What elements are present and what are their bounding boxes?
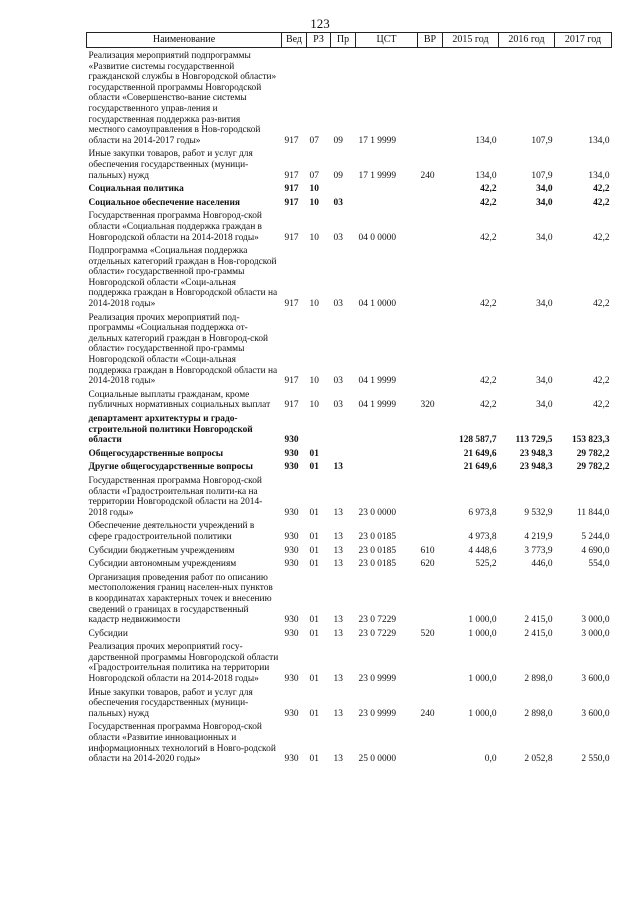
header-ved: Вед (282, 33, 307, 48)
row-vr (418, 243, 443, 310)
row-cst (356, 181, 418, 195)
row-value-2017: 5 244,0 (581, 531, 610, 542)
row-ved: 930 (284, 754, 299, 765)
row-pr: 03 (333, 197, 343, 208)
row-value-2015: 134,0 (475, 135, 497, 146)
row-rz: 01 (309, 708, 319, 719)
row-cst: 23 0 0185 (358, 545, 396, 556)
row-ved: 917 (284, 197, 299, 208)
row-rz: 01 (309, 559, 319, 570)
row-value-2015: 525,2 (475, 559, 497, 570)
row-name: Иные закупки товаров, работ и услуг для обеспечения государственных (муници-пальных) нужд (88, 687, 253, 719)
table-row (87, 195, 612, 209)
row-rz: 01 (309, 545, 319, 556)
row-name: Социальная политика (88, 184, 184, 195)
row-ved: 917 (284, 184, 299, 195)
row-rz: 10 (309, 400, 319, 411)
header-vr: ВР (418, 33, 443, 48)
row-rz: 10 (309, 232, 319, 243)
row-name: Обеспечение деятельности учреждений в сфере градостроительной политики (88, 521, 255, 542)
row-pr: 13 (333, 559, 343, 570)
row-value-2015: 128 587,7 (459, 435, 497, 446)
row-name: Общегосударственные вопросы (88, 448, 224, 459)
row-vr: 620 (420, 559, 435, 570)
row-name: Реализация мероприятий подпрограммы «Развитие системы государственной гражданской службы в Новгородской области» государственной программы Новгородской области «Совершенство-вание системы государственного управ-ления и государственная поддержка раз-вития местного самоуправления в Нов-городской области на 2014-2017 годы» (88, 51, 277, 146)
row-value-2015: 1 000,0 (468, 615, 497, 626)
row-rz: 10 (309, 376, 319, 387)
row-value-2016: 9 532,9 (524, 507, 553, 518)
row-value-2015: 6 973,8 (468, 507, 497, 518)
table-row (87, 181, 612, 195)
row-value-2017: 2 550,0 (581, 754, 610, 765)
row-ved: 930 (284, 462, 299, 473)
row-pr: 13 (333, 754, 343, 765)
row-value-2017: 3 000,0 (581, 615, 610, 626)
row-value-2015: 42,2 (480, 184, 497, 195)
row-value-2016: 23 948,3 (519, 448, 553, 459)
row-name: Государственная программа Новгород-ской области «Развитие инновационных и информационных технологий в Новго-родской области на 2014-2020 годы» (88, 722, 276, 765)
row-pr: 09 (333, 135, 343, 146)
table-row (87, 310, 612, 387)
row-rz: 01 (309, 507, 319, 518)
table-header-row (87, 33, 612, 48)
row-vr: 240 (420, 170, 435, 181)
table-row (87, 685, 612, 720)
row-pr: 13 (333, 531, 343, 542)
row-pr: 03 (333, 376, 343, 387)
row-name: Социальные выплаты гражданам, кроме публичных нормативных социальных выплат (88, 389, 271, 411)
row-value-2015: 1 000,0 (468, 628, 497, 639)
row-vr (418, 181, 443, 195)
row-vr: 240 (420, 708, 435, 719)
row-pr (331, 411, 356, 446)
row-value-2016: 2 415,0 (524, 628, 553, 639)
row-vr (418, 208, 443, 243)
row-value-2016: 2 415,0 (524, 615, 553, 626)
table-row (87, 411, 612, 446)
row-ved: 930 (284, 435, 299, 446)
row-cst: 04 1 0000 (358, 299, 396, 310)
row-value-2017: 134,0 (588, 170, 610, 181)
row-vr (418, 719, 443, 764)
row-value-2017: 29 782,2 (576, 448, 610, 459)
header-name: Наименование (87, 33, 282, 48)
row-rz: 01 (309, 628, 319, 639)
row-value-2016: 2 898,0 (524, 674, 553, 685)
row-rz: 01 (309, 754, 319, 765)
row-ved: 930 (284, 531, 299, 542)
row-value-2015: 42,2 (480, 197, 497, 208)
row-vr (418, 48, 443, 147)
header-2017: 2017 год (555, 33, 612, 48)
row-value-2017: 3 600,0 (581, 708, 610, 719)
row-value-2015: 21 649,6 (463, 462, 497, 473)
row-ved: 930 (284, 615, 299, 626)
table-row (87, 146, 612, 181)
header-cst: ЦСТ (356, 33, 418, 48)
row-cst: 04 0 0000 (358, 232, 396, 243)
row-value-2017: 42,2 (593, 376, 610, 387)
row-pr: 13 (333, 545, 343, 556)
row-ved: 930 (284, 545, 299, 556)
row-value-2017: 3 000,0 (581, 628, 610, 639)
row-name: Другие общегосударственные вопросы (88, 462, 253, 473)
row-name: Организация проведения работ по описанию местоположения границ населен-ных пунктов в координатах характерных точек и внесению сведений о границах в государственный кадастр недвижимости (88, 572, 273, 626)
table-row (87, 473, 612, 518)
table-row (87, 570, 612, 626)
row-cst: 04 1 9999 (358, 400, 396, 411)
row-cst: 17 1 9999 (358, 170, 396, 181)
row-value-2017: 134,0 (588, 135, 610, 146)
row-cst: 17 1 9999 (358, 135, 396, 146)
row-name: Иные закупки товаров, работ и услуг для обеспечения государственных (муници-пальных) нужд (88, 149, 253, 181)
row-value-2015: 42,2 (480, 400, 497, 411)
row-vr: 320 (420, 400, 435, 411)
row-name: Субсидии автономным учреждениям (88, 559, 237, 570)
row-pr: 03 (333, 299, 343, 310)
row-vr (418, 570, 443, 626)
row-name: департамент архитектуры и градо-строительной политики Новгородской области (88, 414, 253, 446)
row-ved: 930 (284, 559, 299, 570)
row-rz: 01 (309, 615, 319, 626)
row-value-2016: 107,9 (531, 135, 553, 146)
header-rz: РЗ (307, 33, 331, 48)
row-cst: 23 0 7229 (358, 628, 396, 639)
row-rz: 01 (309, 462, 319, 473)
row-cst (356, 411, 418, 446)
table-row (87, 639, 612, 684)
table-row (87, 719, 612, 764)
row-ved: 930 (284, 507, 299, 518)
row-rz: 10 (309, 299, 319, 310)
row-pr: 13 (333, 628, 343, 639)
row-name: Подпрограмма «Социальная поддержка отдельных категорий граждан в Нов-городской области» государственной про-граммы Новгородской области «Соци-альная поддержка граждан в Новгородской области на 2014-2018 годы» (88, 246, 278, 310)
row-vr (418, 411, 443, 446)
row-value-2016: 34,0 (536, 197, 553, 208)
row-value-2016: 113 729,5 (515, 435, 553, 446)
row-name: Государственная программа Новгород-ской области «Градостроительная полити-ка на территории Новгородской области на 2014-2018 годы» (88, 475, 263, 518)
row-value-2015: 21 649,6 (463, 448, 497, 459)
row-cst: 04 1 9999 (358, 376, 396, 387)
row-name: Государственная программа Новгород-ской области «Социальная поддержка граждан в Новгородской области на 2014-2018 годы» (88, 211, 262, 243)
row-pr: 13 (333, 507, 343, 518)
table-row (87, 459, 612, 473)
row-pr: 03 (333, 232, 343, 243)
row-value-2016: 34,0 (536, 299, 553, 310)
row-ved: 917 (284, 400, 299, 411)
row-pr: 03 (333, 400, 343, 411)
table-row (87, 243, 612, 310)
row-value-2016: 446,0 (531, 559, 553, 570)
row-cst (356, 446, 418, 460)
row-value-2017: 153 823,3 (572, 435, 610, 446)
row-rz: 10 (309, 184, 319, 195)
row-value-2016: 34,0 (536, 376, 553, 387)
row-pr: 13 (333, 674, 343, 685)
row-value-2015: 42,2 (480, 376, 497, 387)
row-cst: 25 0 0000 (358, 754, 396, 765)
row-pr: 13 (333, 462, 343, 473)
row-rz: 07 (309, 170, 319, 181)
row-value-2015: 134,0 (475, 170, 497, 181)
row-rz: 01 (309, 531, 319, 542)
row-ved: 917 (284, 170, 299, 181)
budget-table (86, 32, 612, 765)
row-value-2015: 42,2 (480, 232, 497, 243)
row-pr: 13 (333, 708, 343, 719)
row-value-2015: 1 000,0 (468, 674, 497, 685)
row-value-2017: 42,2 (593, 197, 610, 208)
row-pr (331, 181, 356, 195)
row-value-2017: 42,2 (593, 299, 610, 310)
row-name: Реализация прочих мероприятий под-программы «Социальная поддержка от-дельных категорий граждан в Новгород-ской области» государственной про-граммы Новгородской области «Соци-альная поддержка граждан в Новгородской области на 2014-2018 годы» (88, 312, 278, 387)
table-row (87, 543, 612, 557)
row-value-2017: 11 844,0 (577, 507, 610, 518)
row-name: Реализация прочих мероприятий госу-дарственной программы Новгородской области «Градостроительная политика на территории Новгородской области на 2014-2018 годы» (88, 642, 279, 685)
row-ved: 930 (284, 708, 299, 719)
row-vr (418, 639, 443, 684)
row-value-2017: 4 690,0 (581, 545, 610, 556)
table-body (87, 48, 612, 765)
header-2016: 2016 год (499, 33, 555, 48)
row-vr (418, 446, 443, 460)
row-value-2015: 4 973,8 (468, 531, 497, 542)
row-value-2015: 1 000,0 (468, 708, 497, 719)
row-cst: 23 0 7229 (358, 615, 396, 626)
row-vr (418, 518, 443, 542)
row-value-2016: 34,0 (536, 184, 553, 195)
row-value-2016: 34,0 (536, 400, 553, 411)
row-cst: 23 0 9999 (358, 674, 396, 685)
header-pr: Пр (331, 33, 356, 48)
row-value-2016: 3 773,9 (524, 545, 553, 556)
row-rz: 10 (309, 197, 319, 208)
row-name: Субсидии бюджетным учреждениям (88, 545, 235, 556)
row-vr (418, 459, 443, 473)
row-cst (356, 195, 418, 209)
table-row (87, 518, 612, 542)
row-cst: 23 0 9999 (358, 708, 396, 719)
row-pr: 09 (333, 170, 343, 181)
row-value-2016: 107,9 (531, 170, 553, 181)
row-value-2017: 29 782,2 (576, 462, 610, 473)
row-value-2016: 23 948,3 (519, 462, 553, 473)
row-value-2017: 42,2 (593, 400, 610, 411)
row-cst: 23 0 0000 (358, 507, 396, 518)
row-ved: 930 (284, 448, 299, 459)
row-value-2015: 0,0 (484, 754, 497, 765)
row-value-2015: 4 448,6 (468, 545, 497, 556)
row-ved: 917 (284, 299, 299, 310)
row-name: Социальное обеспечение населения (88, 197, 240, 208)
row-value-2017: 42,2 (593, 184, 610, 195)
table-row (87, 387, 612, 411)
row-value-2016: 2 898,0 (524, 708, 553, 719)
row-value-2017: 42,2 (593, 232, 610, 243)
row-vr: 610 (420, 545, 435, 556)
row-rz (307, 411, 331, 446)
table-row (87, 446, 612, 460)
table-row (87, 556, 612, 570)
row-vr: 520 (420, 628, 435, 639)
header-2015: 2015 год (443, 33, 499, 48)
row-ved: 917 (284, 232, 299, 243)
row-value-2016: 34,0 (536, 232, 553, 243)
row-name: Субсидии (88, 628, 128, 639)
row-value-2016: 2 052,8 (524, 754, 553, 765)
row-pr (331, 446, 356, 460)
row-cst (356, 459, 418, 473)
row-value-2015: 42,2 (480, 299, 497, 310)
row-value-2017: 554,0 (588, 559, 610, 570)
row-vr (418, 195, 443, 209)
row-cst: 23 0 0185 (358, 559, 396, 570)
row-vr (418, 310, 443, 387)
row-vr (418, 473, 443, 518)
row-rz: 07 (309, 135, 319, 146)
row-ved: 917 (284, 135, 299, 146)
row-cst: 23 0 0185 (358, 531, 396, 542)
row-rz: 01 (309, 674, 319, 685)
row-pr: 13 (333, 615, 343, 626)
row-value-2017: 3 600,0 (581, 674, 610, 685)
page-number: 123 (310, 16, 330, 31)
row-rz: 01 (309, 448, 319, 459)
row-ved: 917 (284, 376, 299, 387)
table-row (87, 208, 612, 243)
row-ved: 930 (284, 674, 299, 685)
table-row (87, 626, 612, 640)
row-value-2016: 4 219,9 (524, 531, 553, 542)
table-row (87, 48, 612, 147)
row-ved: 930 (284, 628, 299, 639)
